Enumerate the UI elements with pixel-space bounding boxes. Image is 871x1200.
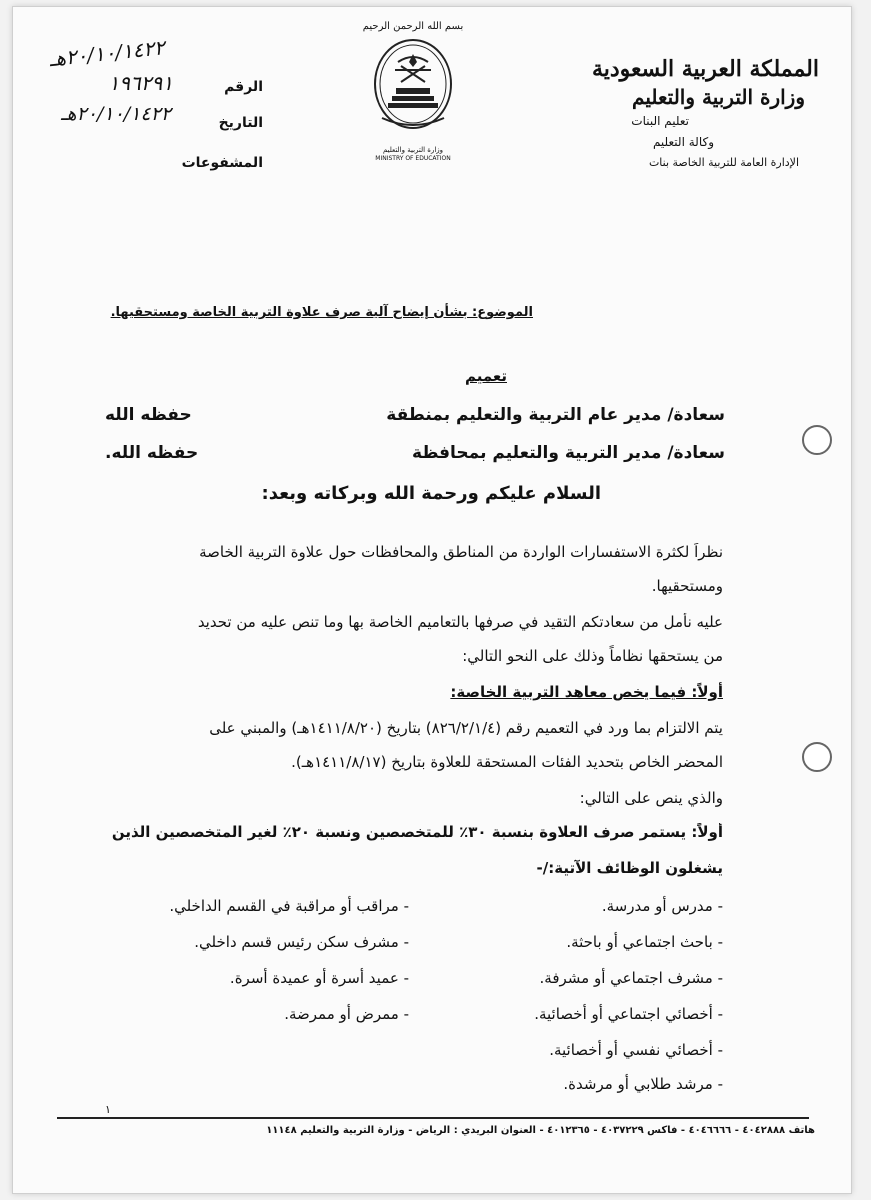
para3-line1: يتم الالتزام بما ورد في التعميم رقم (٨٢٦/٢/١/٤) بتاريخ (١٤١١/٨/٢٠هـ) والمبني على: [209, 719, 723, 737]
kingdom-name: المملكة العربية السعودية: [591, 56, 819, 82]
punch-hole-bottom: [802, 742, 832, 772]
date-label: التاريخ: [218, 115, 263, 131]
addressee-governorate-blessing: حفظه الله.: [105, 443, 199, 463]
para1-line2: ومستحقيها.: [651, 577, 723, 595]
date-value: ٢٠/١٠/١٤٢٢هـ: [60, 103, 171, 125]
punch-hole-top: [802, 425, 832, 455]
subject-line: الموضوع: بشأن إيضاح آلية صرف علاوة التربية الخاصة ومستحقيها.: [110, 305, 533, 320]
point1-line1: أولاً: يستمر صرف العلاوة بنسبة ٣٠٪ للمتخصصين ونسبة ٢٠٪ لغير المتخصصين الذين: [111, 823, 723, 841]
greeting: السلام عليكم ورحمة الله وبركاته وبعد:: [261, 483, 601, 504]
job-right-item: - أخصائي نفسي أو أخصائية.: [549, 1041, 723, 1059]
emblem-caption-ar: وزارة التربية والتعليم: [382, 146, 444, 154]
job-left-item: - مراقب أو مراقبة في القسم الداخلي.: [169, 897, 409, 915]
job-left-item: - مشرف سكن رئيس قسم داخلي.: [194, 933, 409, 951]
job-right-item: - أخصائي اجتماعي أو أخصائية.: [534, 1005, 723, 1023]
point1-line2: يشغلون الوظائف الآتية:/-: [536, 859, 723, 877]
job-left-item: - عميد أسرة أو عميدة أسرة.: [229, 969, 409, 987]
job-right-item: - مدرس أو مدرسة.: [601, 897, 723, 915]
attachments-label: المشفوعات: [181, 155, 263, 171]
letterhead-center: [358, 21, 468, 163]
page-number: ١: [105, 1103, 111, 1116]
dept-education-agency: وكالة التعليم: [652, 135, 714, 149]
number-value: ١٩٦٢٩١: [108, 71, 173, 95]
section1-heading: أولاً: فيما يخص معاهد التربية الخاصة:: [450, 683, 723, 701]
handwritten-note: ٢٠/١٠/١٤٢٢هـ: [48, 35, 166, 72]
para3-line3: والذي ينص على التالي:: [579, 789, 723, 807]
circular-title: تعميم: [464, 367, 507, 385]
emblem-caption-en: MINISTRY OF EDUCATION: [375, 155, 451, 162]
ministry-name: وزارة التربية والتعليم: [632, 85, 805, 109]
ministry-emblem-icon: [368, 32, 458, 142]
document-page: [12, 6, 852, 1194]
para2-line1: عليه نأمل من سعادتكم التقيد في صرفها بالتعاميم الخاصة بها وما تنص عليه من تحديد: [197, 613, 723, 631]
addressee-governorate-director: سعادة/ مدير التربية والتعليم بمحافظة: [412, 443, 725, 463]
para2-line2: من يستحقها نظاماً وذلك على النحو التالي:: [462, 647, 723, 665]
addressee-region-blessing: حفظه الله: [105, 405, 192, 425]
para1-line1: نظراً لكثرة الاستفسارات الواردة من المناطق والمحافظات حول علاوة التربية الخاصة: [199, 543, 723, 561]
footer-contact: هاتف ٤٠٤٢٨٨٨ - ٤٠٤٦٦٦٦ - فاكس ٤٠٣٧٢٢٩ - ٤٠١٢٣٦٥ - العنوان البريدي : الرياض - وزارة التربية والتعليم ١١١٤٨: [266, 1125, 815, 1136]
para3-line2: المحضر الخاص بتحديد الفئات المستحقة للعلاوة بتاريخ (١٤١١/٨/١٧هـ).: [291, 753, 723, 771]
footer-rule: [57, 1117, 809, 1119]
basmala: بسم الله الرحمن الرحيم: [362, 21, 464, 32]
job-right-item: - مرشد طلابي أو مرشدة.: [563, 1075, 723, 1093]
number-label: الرقم: [224, 79, 263, 95]
job-right-item: - مشرف اجتماعي أو مشرفة.: [539, 969, 723, 987]
dept-girls-education: تعليم البنات: [631, 114, 689, 128]
dept-special-education: الإدارة العامة للتربية الخاصة بنات: [648, 156, 799, 169]
addressee-region-director: سعادة/ مدير عام التربية والتعليم بمنطقة: [386, 405, 725, 425]
job-left-item: - ممرض أو ممرضة.: [284, 1005, 409, 1023]
job-right-item: - باحث اجتماعي أو باحثة.: [566, 933, 723, 951]
letterhead-right: [559, 55, 819, 173]
